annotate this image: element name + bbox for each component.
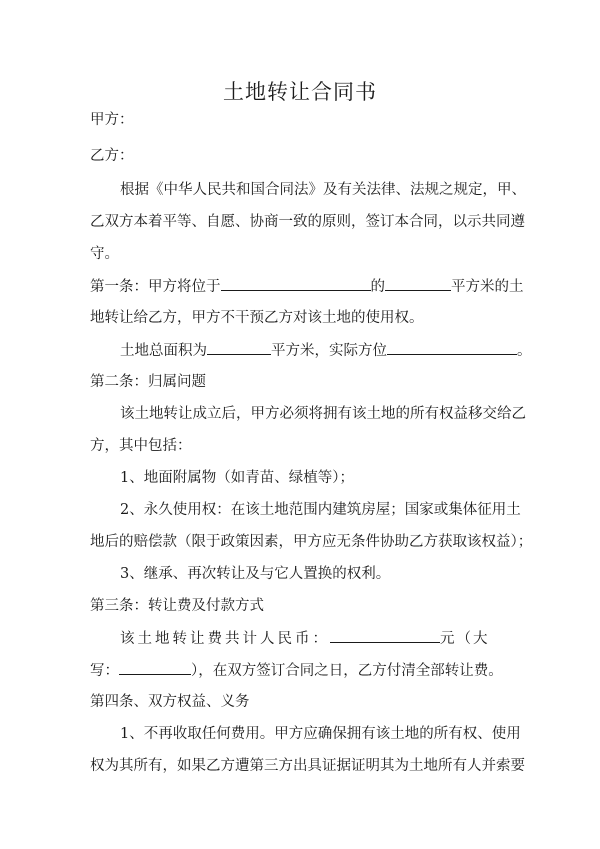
area-blank-1[interactable]: [385, 276, 451, 291]
article-2-item-2-line-2: 地后的赔偿款（限于政策因素，甲方应无条件协助乙方获取该权益）；: [90, 534, 533, 550]
article-2-para-2: 方，其中包括：: [90, 438, 192, 454]
article-2-title: 第二条：归属问题: [90, 374, 206, 390]
article-2-item-1: 1、地面附属物（如青苗、绿植等）；: [120, 470, 354, 486]
fee-uppercase-blank[interactable]: [119, 660, 191, 675]
article-3-text-b: 元（大: [440, 631, 490, 647]
article-3-text-c: 写：: [90, 663, 119, 679]
article-4-para-1: 1、不再收取任何费用。甲方应确保拥有该土地的所有权、使用: [120, 726, 521, 742]
article-3-line-2: [90, 660, 520, 681]
article-3-text-a: 该土地转让费共计人民币：: [120, 631, 330, 647]
intro-line-1: 根据《中华人民共和国合同法》及有关法律、法规之规定，甲、: [120, 182, 526, 198]
article-4-title: 第四条、双方权益、义务: [90, 694, 250, 710]
article-2-para-1: 该土地转让成立后，甲方必须将拥有该土地的所有权益移交给乙: [120, 406, 526, 422]
document-title: 土地转让合同书: [223, 80, 377, 104]
area-text-b: 平方米，实际方位: [271, 343, 387, 359]
article-1-text-a: 第一条：甲方将位于: [90, 279, 221, 295]
article-1-line-1: [90, 276, 524, 297]
total-area-blank[interactable]: [207, 340, 271, 355]
party-a-label: 甲方：: [90, 112, 134, 128]
area-text-a: 土地总面积为: [120, 343, 207, 359]
article-1-text-c: 平方米的土: [451, 279, 524, 295]
area-text-c: 。: [517, 343, 532, 359]
location-blank[interactable]: [221, 276, 371, 291]
article-3-line-1: [120, 628, 520, 649]
article-2-item-3: 3、继承、再次转让及与它人置换的权利。: [120, 566, 391, 582]
article-3-title: 第三条：转让费及付款方式: [90, 598, 264, 614]
article-4-para-2: 权为其所有，如果乙方遭第三方出具证据证明其为土地所有人并索要: [90, 758, 525, 774]
article-1-text-b: 的: [370, 279, 385, 295]
intro-line-3: 守。: [90, 246, 119, 262]
article-3-text-d: ），在双方签订合同之日，乙方付清全部转让费。: [191, 663, 503, 679]
article-2-item-2-line-1: 2、永久使用权：在该土地范围内建筑房屋；国家或集体征用土: [120, 502, 521, 518]
intro-line-2: 乙双方本着平等、自愿、协商一致的原则，签订本合同，以示共同遵: [90, 214, 525, 230]
fee-amount-blank[interactable]: [330, 628, 440, 643]
area-line: [120, 340, 532, 361]
article-1-line-2: 地转让给乙方，甲方不干预乙方对该土地的使用权。: [90, 310, 424, 326]
orientation-blank[interactable]: [387, 340, 517, 355]
party-b-label: 乙方：: [90, 148, 134, 164]
